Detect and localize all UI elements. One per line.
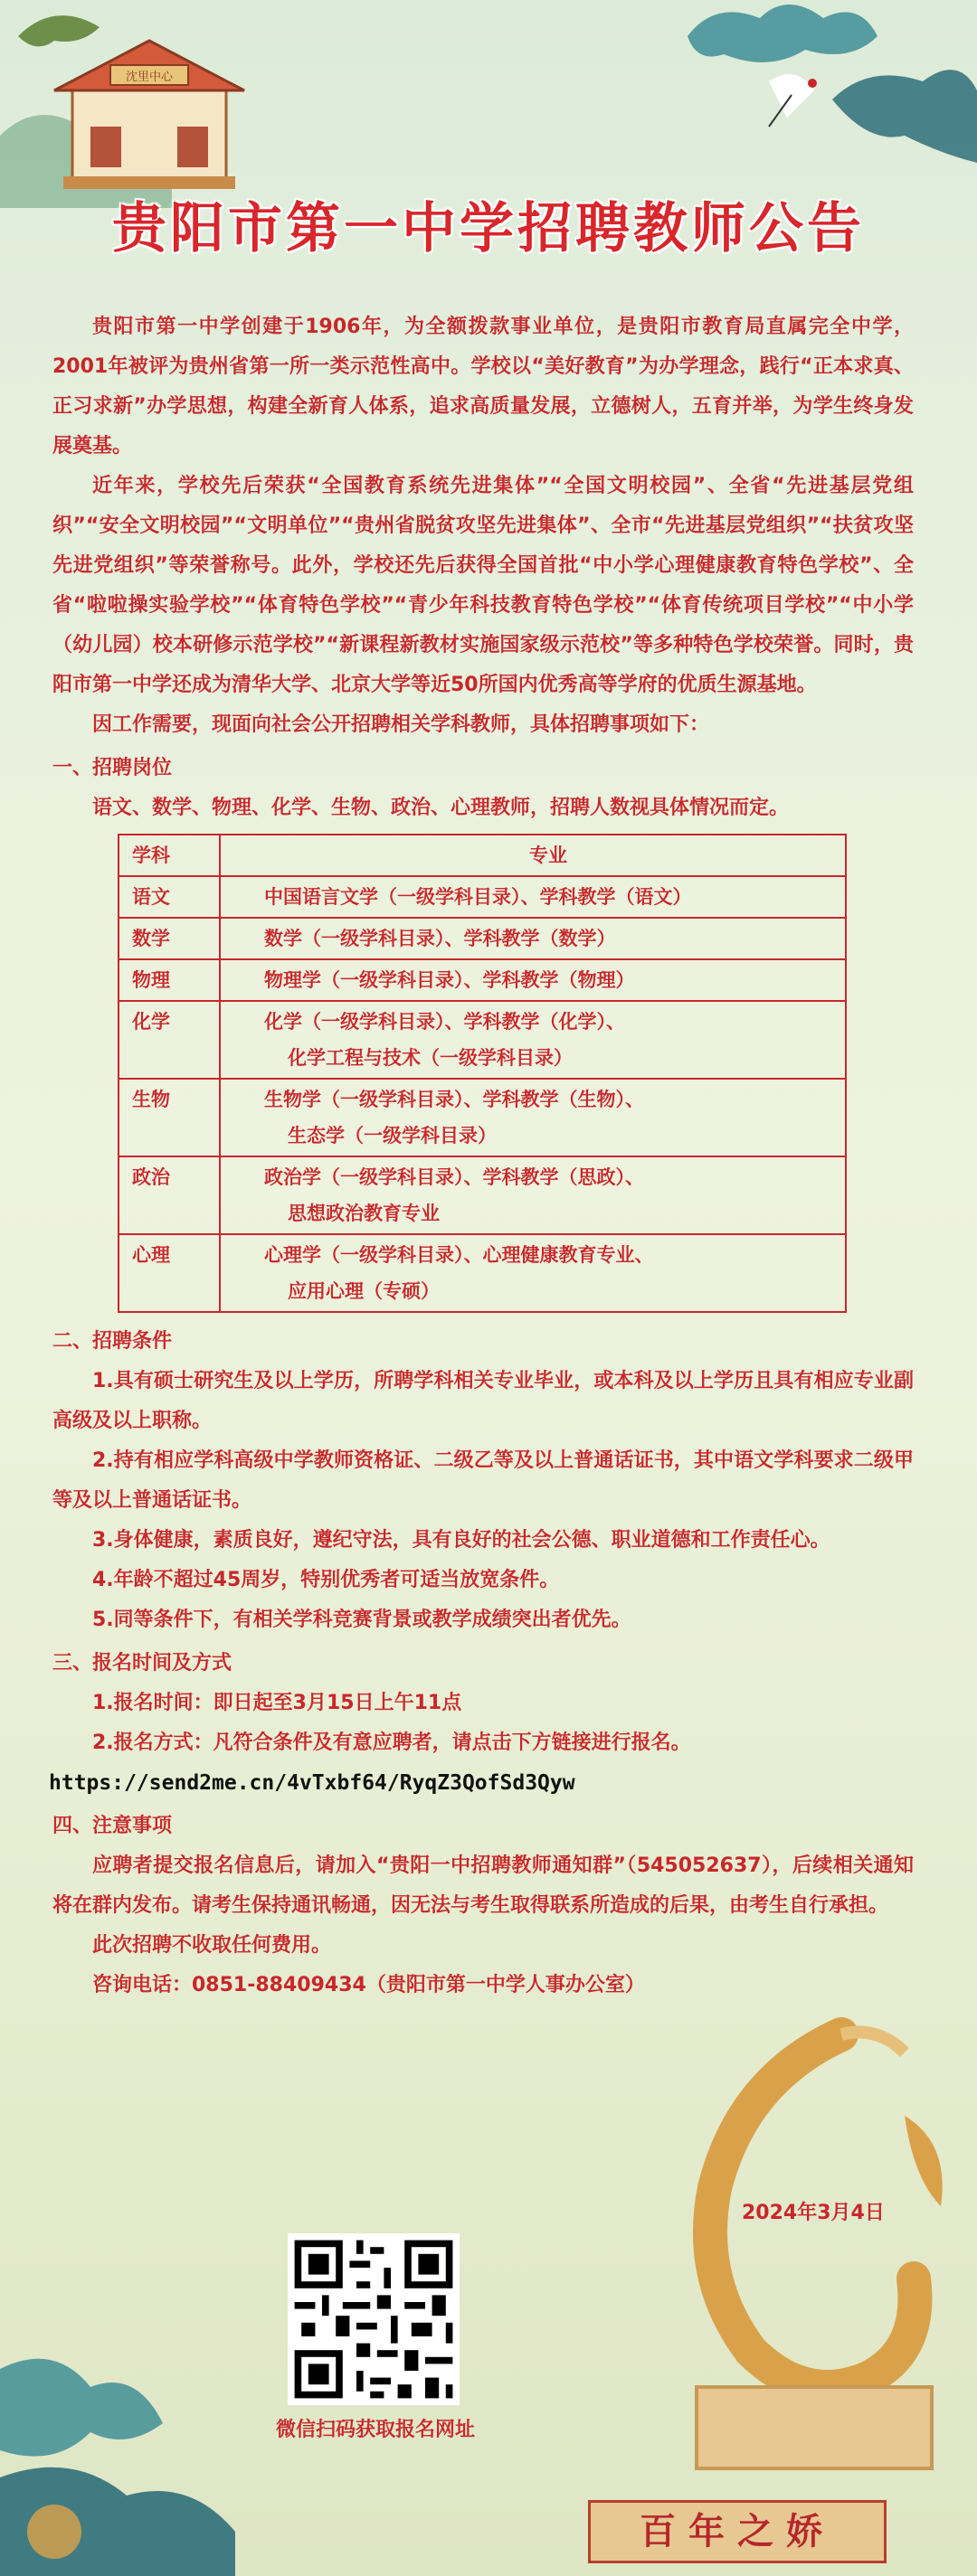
condition-item: 3.身体健康，素质良好，遵纪守法，具有良好的社会公德、职业道德和工作责任心。 bbox=[92, 1529, 830, 1552]
section-1-text: 语文、数学、物理、化学、生物、政治、心理教师，招聘人数视具体情况而定。 bbox=[92, 797, 790, 819]
condition-item: 5.同等条件下，有相关学科竞赛背景或教学成绩突出者优先。 bbox=[92, 1609, 631, 1631]
table-cell-subject: 数学 bbox=[119, 918, 220, 959]
table-header-subject: 学科 bbox=[119, 835, 220, 876]
table-cell-major: 物理学（一级学科目录）、学科教学（物理） bbox=[264, 969, 635, 991]
table-cell-subject: 化学 bbox=[119, 1001, 220, 1079]
table-cell-major: 心理学（一级学科目录）、心理健康教育专业、 bbox=[264, 1244, 654, 1266]
intro-paragraph-3: 因工作需要，现面向社会公开招聘相关学科教师，具体招聘事项如下： bbox=[92, 713, 710, 736]
table-cell-major-line2: 应用心理（专硕） bbox=[288, 1280, 440, 1302]
table-row bbox=[119, 959, 846, 1001]
positions-table bbox=[118, 834, 847, 1313]
section-4-title: 四、注意事项 bbox=[52, 1815, 173, 1837]
table-cell-major-line2: 思想政治教育专业 bbox=[288, 1203, 440, 1224]
table-row bbox=[119, 1001, 846, 1079]
top-left-building-decoration bbox=[0, 0, 271, 208]
table-cell-subject: 政治 bbox=[119, 1156, 220, 1234]
table-row bbox=[119, 1079, 846, 1156]
bottom-left-cloud-decoration bbox=[0, 2315, 308, 2576]
contact-phone: 咨询电话：0851-88409434（贵阳市第一中学人事办公室） bbox=[92, 1974, 645, 1996]
qr-code[interactable] bbox=[288, 2233, 460, 2405]
table-row bbox=[119, 1156, 846, 1234]
centennial-brand-plaque: 百年之娇 bbox=[588, 2500, 887, 2563]
table-cell-major: 中国语言文学（一级学科目录）、学科教学（语文） bbox=[264, 886, 692, 908]
table-row bbox=[119, 918, 846, 959]
table-cell-major-line2: 化学工程与技术（一级学科目录） bbox=[288, 1047, 573, 1069]
intro-paragraph-1: 贵阳市第一中学创建于1906年，为全额拨款事业单位，是贵阳市教育局直属完全中学，2001年被评为贵州省第一所一类示范性高中。学校以“美好教育”为办学理念，践行“正本求真、正习求新”办学思想，构建全新育人体系，追求高质量发展，立德树人，五育并举，为学生终身发展奠基。 bbox=[52, 316, 914, 458]
section-1-title: 一、招聘岗位 bbox=[52, 757, 173, 779]
table-cell-subject: 生物 bbox=[119, 1079, 220, 1156]
registration-time: 1.报名时间：即日起至3月15日上午11点 bbox=[92, 1692, 462, 1714]
condition-item: 2.持有相应学科高级中学教师资格证、二级乙等及以上普通话证书，其中语文学科要求二级甲等及以上普通话证书。 bbox=[52, 1449, 914, 1512]
centennial-sculpture-decoration bbox=[633, 2007, 977, 2496]
notice-item: 此次招聘不收取任何费用。 bbox=[92, 1934, 332, 1957]
page-title: 贵阳市第一中学招聘教师公告 bbox=[112, 197, 865, 260]
table-cell-major: 政治学（一级学科目录）、学科教学（思政）、 bbox=[264, 1166, 644, 1188]
registration-link[interactable]: https://send2me.cn/4vTxbf64/RyqZ3QofSd3Qyw bbox=[49, 1771, 575, 1795]
building-sign: 沈里中心 bbox=[125, 71, 174, 84]
announcement-body bbox=[49, 307, 914, 2005]
registration-method: 2.报名方式：凡符合条件及有意应聘者，请点击下方链接进行报名。 bbox=[92, 1731, 691, 1754]
table-row bbox=[119, 1234, 846, 1312]
table-cell-subject: 物理 bbox=[119, 959, 220, 1001]
table-cell-major: 生物学（一级学科目录）、学科教学（生物）、 bbox=[264, 1089, 644, 1110]
announcement-date: 2024年3月4日 bbox=[742, 2202, 885, 2224]
qr-caption: 微信扫码获取报名网址 bbox=[275, 2419, 475, 2441]
table-header-row bbox=[119, 835, 846, 876]
condition-item: 4.年龄不超过45周岁，特别优秀者可适当放宽条件。 bbox=[92, 1569, 560, 1591]
table-cell-major-line2: 生态学（一级学科目录） bbox=[288, 1125, 497, 1146]
section-3-title: 三、报名时间及方式 bbox=[52, 1652, 232, 1675]
table-cell-major: 化学（一级学科目录）、学科教学（化学）、 bbox=[264, 1011, 625, 1033]
table-cell-subject: 语文 bbox=[119, 876, 220, 918]
notice-item: 应聘者提交报名信息后，请加入“贵阳一中招聘教师通知群”（545052637），后续相关通知将在群内发布。请考生保持通讯畅通，因无法与考生取得联系所造成的后果，由考生自行承担。 bbox=[52, 1854, 914, 1917]
table-cell-major: 数学（一级学科目录）、学科教学（数学） bbox=[264, 928, 616, 949]
intro-paragraph-2: 近年来，学校先后荣获“全国教育系统先进集体”“全国文明校园”、全省“先进基层党组织”“安全文明校园”“文明单位”“贵州省脱贫攻坚先进集体”、全市“先进基层党组织”“扶贫攻坚先进党组织”等荣誉称号。此外，学校还先后获得全国首批“中小学心理健康教育特色学校”、全省“啦啦操实验学校”“体育特色学校”“青少年科技教育特色学校”“体育传统项目学校”“中小学（幼儿园）校本研修示范学校”“新课程新教材实施国家级示范校”等多种特色学校荣誉。同时，贵阳市第一中学还成为清华大学、北京大学等近50所国内优秀高等学府的优质生源基地。 bbox=[52, 475, 914, 696]
top-right-cloud-decoration bbox=[633, 0, 977, 217]
section-2-title: 二、招聘条件 bbox=[52, 1330, 173, 1353]
condition-item: 1.具有硕士研究生及以上学历，所聘学科相关专业毕业，或本科及以上学历且具有相应专业副高级及以上职称。 bbox=[52, 1370, 914, 1432]
table-cell-subject: 心理 bbox=[119, 1234, 220, 1312]
table-header-major: 专业 bbox=[220, 835, 846, 876]
table-row bbox=[119, 876, 846, 918]
